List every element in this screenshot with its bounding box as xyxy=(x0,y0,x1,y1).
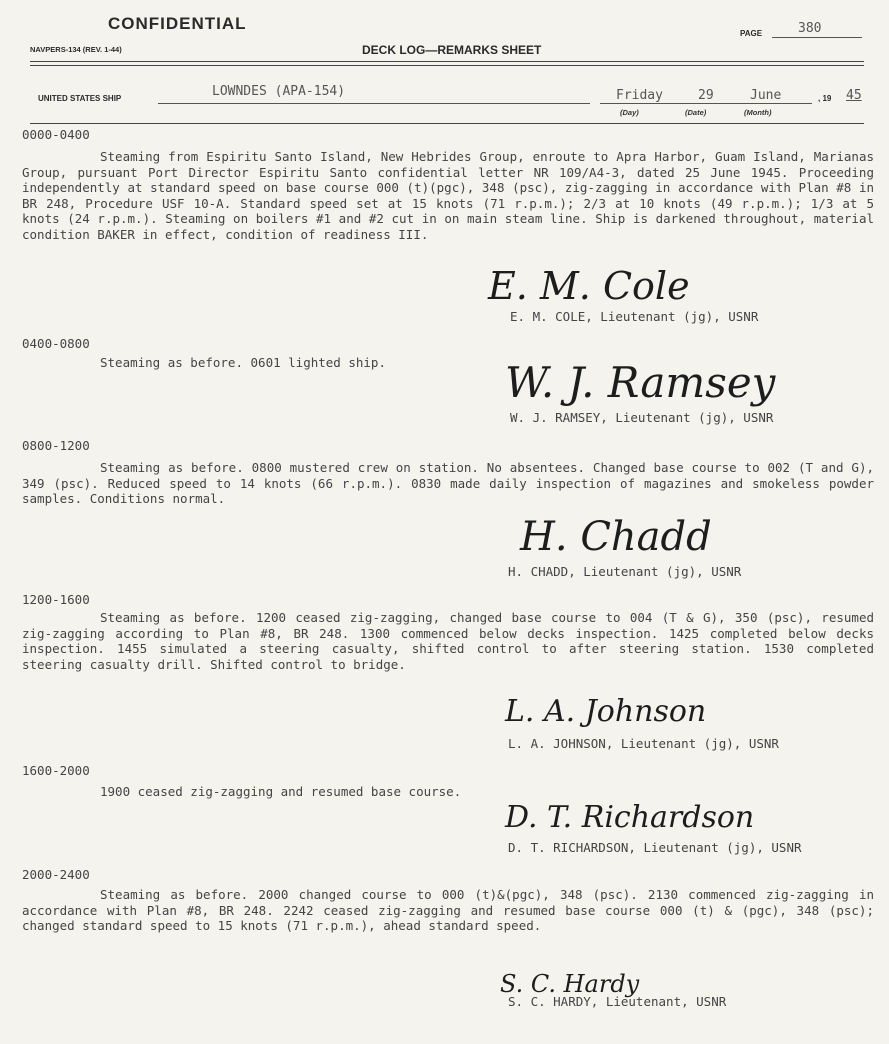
page-number-line xyxy=(772,37,862,38)
log-day: Friday xyxy=(616,88,663,103)
watch-period: 1200-1600 xyxy=(22,592,90,607)
confidential-marking: CONFIDENTIAL xyxy=(108,14,247,33)
officer-name: E. M. COLE, Lieutenant (jg), USNR xyxy=(510,309,759,324)
officer-signature: L. A. Johnson xyxy=(505,694,707,729)
watch-period: 0400-0800 xyxy=(22,336,90,351)
officer-name: H. CHADD, Lieutenant (jg), USNR xyxy=(508,564,742,579)
year-prefix: , 19 xyxy=(818,94,832,103)
officer-signature: D. T. Richardson xyxy=(505,800,755,835)
log-entry-text xyxy=(22,149,874,243)
log-entry-text xyxy=(22,460,874,507)
sheet-title: DECK LOG—REMARKS SHEET xyxy=(362,43,542,57)
log-month: June xyxy=(750,88,782,103)
form-id: NAVPERS-134 (REV. 1-44) xyxy=(30,45,122,54)
header-rule-top xyxy=(30,61,864,62)
month-label: (Month) xyxy=(744,108,772,117)
watch-period: 2000-2400 xyxy=(22,867,90,882)
log-date: 29 xyxy=(698,88,714,103)
officer-signature: W. J. Ramsey xyxy=(505,358,776,407)
log-entry-text: Steaming as before. 0601 lighted ship. xyxy=(100,355,386,370)
watch-period: 1600-2000 xyxy=(22,763,90,778)
watch-period: 0800-1200 xyxy=(22,438,90,453)
watch-period: 0000-0400 xyxy=(22,127,90,142)
officer-name: S. C. HARDY, Lieutenant, USNR xyxy=(508,994,727,1009)
ship-line-rule xyxy=(30,123,864,124)
date-line xyxy=(600,103,812,104)
officer-name: L. A. JOHNSON, Lieutenant (jg), USNR xyxy=(508,736,779,751)
entry-remarks: Steaming as before. 0800 mustered crew on station. No absentees. Changed base course to 002 (T and G), 349 (psc). Reduced speed to 14 knots (66 r.p.m.). 0830 made daily inspection of magazines and smokeless powder samples. Conditions normal. xyxy=(22,460,874,507)
date-label: (Date) xyxy=(685,108,707,117)
officer-name: D. T. RICHARDSON, Lieutenant (jg), USNR xyxy=(508,840,802,855)
page-number: 380 xyxy=(798,21,822,36)
log-entry-text xyxy=(22,610,874,672)
day-label: (Day) xyxy=(620,108,639,117)
ship-name-line xyxy=(158,103,590,104)
entry-remarks: Steaming as before. 1200 ceased zig-zagging, changed base course to 004 (T & G), 350 (psc), resumed zig-zagging according to Plan #8, BR 248. 1300 commenced below decks inspection. 1425 completed below decks inspection. 1455 simulated a steering casualty, shifted control to after steering station. 1530 completed steering casualty drill. Shifted control to bridge. xyxy=(22,610,874,672)
officer-signature: E. M. Cole xyxy=(488,264,690,308)
log-entry-text xyxy=(22,887,874,934)
ship-label: UNITED STATES SHIP xyxy=(38,94,122,103)
ship-name: LOWNDES (APA-154) xyxy=(212,84,346,99)
page-label: PAGE xyxy=(740,29,763,38)
log-entry-text: 1900 ceased zig-zagging and resumed base course. xyxy=(100,784,462,799)
entry-remarks: Steaming as before. 2000 changed course to 000 (t)&(pgc), 348 (psc). 2130 commenced zig-zagging in accordance with Plan #8, BR 248. 2242 ceased zig-zagging and resumed base course 000 (t) & (pgc), 348 (psc); changed standard speed to 15 knots (71 r.p.m.), ahead standard speed. xyxy=(22,887,874,934)
entry-remarks: Steaming from Espiritu Santo Island, New Hebrides Group, enroute to Apra Harbor, Guam Island, Marianas Group, pursuant Port Director Espiritu Santo confidential letter NR 109/A4-3, dated 25 June 1945. Proceeding independently at standard speed on base course 000 (t)(pgc), 348 (psc), zig-zagging in accordance with Plan #8 in BR 248, Procedure USF 10-A. Standard speed set at 15 knots (71 r.p.m.); 2/3 at 10 knots (49 r.p.m.); 1/3 at 5 knots (24 r.p.m.). Steaming on boilers #1 and #2 cut in on main steam line. Ship is darkened throughout, material condition BAKER in effect, condition of readiness III. xyxy=(22,149,874,242)
header-rule-bottom xyxy=(30,65,864,66)
officer-signature: S. C. Hardy xyxy=(500,970,640,998)
officer-name: W. J. RAMSEY, Lieutenant (jg), USNR xyxy=(510,410,774,425)
log-year: 45 xyxy=(846,88,862,103)
officer-signature: H. Chadd xyxy=(520,514,712,560)
